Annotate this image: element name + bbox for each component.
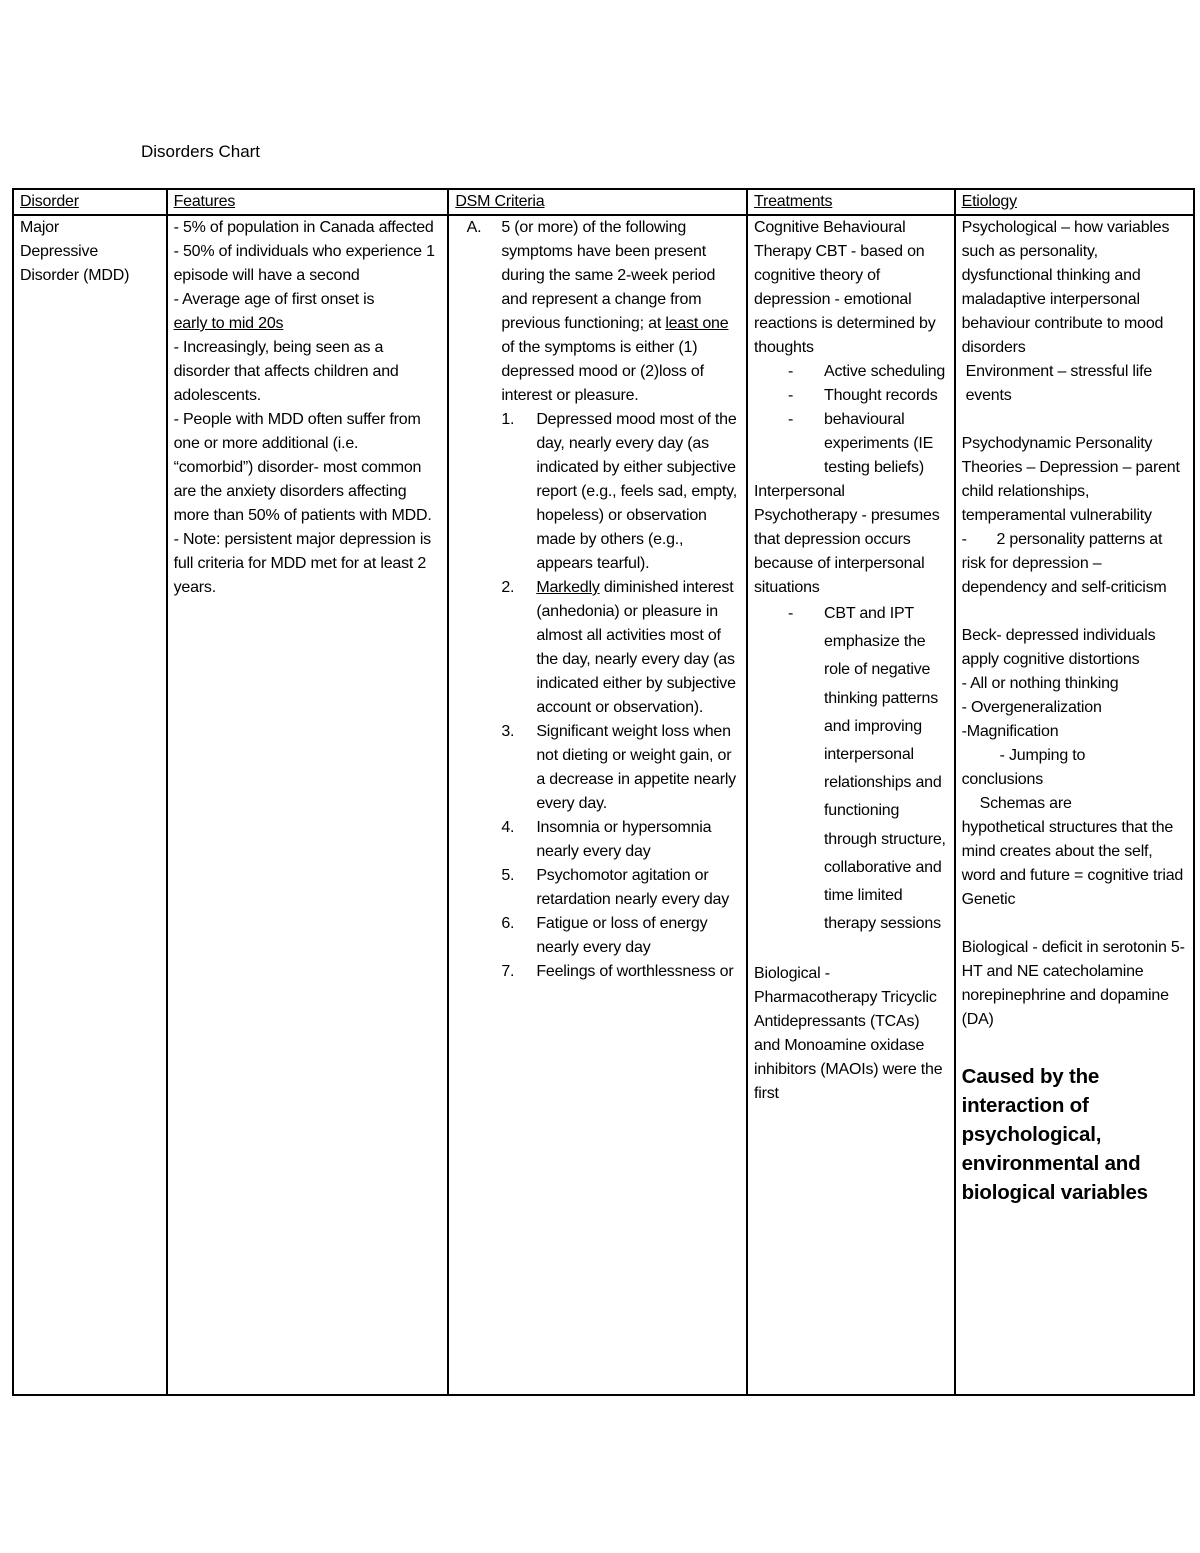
- disorder-name-line: Major: [20, 219, 60, 236]
- symptom-number: 4.: [501, 819, 515, 836]
- cell-dsm-criteria: [448, 215, 747, 1395]
- symptom-list: [501, 408, 740, 984]
- spacer: [962, 600, 1187, 624]
- feature-item: - Increasingly, being seen as a disorder that affects children and adolescents.: [173, 339, 399, 404]
- feature-item: - People with MDD often suffer from one or more additional (i.e. “comorbid”) disorder- most common are the anxiety disorders affecting more than 50% of patients with MDD.: [173, 411, 432, 524]
- etiology-genetic: Genetic: [961, 891, 1016, 908]
- symptom-text: Significant weight loss when not dieting or weight gain, or a decrease in appetite nearly every day.: [536, 723, 736, 812]
- schemas-text: hypothetical structures that the mind creates about the self, word and future = cognitive triad: [961, 819, 1184, 884]
- etiology-psychodynamic: Psychodynamic Personality Theories – Depression – parent child relationships, temperamental vulnerability: [961, 435, 1180, 524]
- cbt-description: Cognitive Behavioural Therapy CBT - based on cognitive theory of depression - emotional reactions is determined by thoughts: [754, 219, 936, 356]
- etiology-beck: Beck- depressed individuals apply cognitive distortions: [961, 627, 1156, 668]
- beck-distortion: - All or nothing thinking: [961, 675, 1119, 692]
- etiology-environment: Environment – stressful life events: [965, 363, 1153, 404]
- symptom-number: 5.: [501, 867, 515, 884]
- feature-onset-underlined: early to mid 20s: [173, 315, 284, 332]
- disorders-table: [12, 188, 1195, 1396]
- biological-treatment: Biological - Pharmacotherapy Tricyclic Antidepressants (TCAs) and Monoamine oxidase inhibitors (MAOIs) were the first: [754, 965, 943, 1103]
- cbt-techniques-list: [754, 360, 948, 480]
- etiology-psychological: Psychological – how variables such as personality, dysfunctional thinking and maladaptive interpersonal behaviour contribute to mood disorders: [961, 219, 1170, 356]
- feature-item: - Note: persistent major depression is full criteria for MDD met for at least 2 years.: [173, 531, 431, 596]
- symptom-text: Psychomotor agitation or retardation nearly every day: [536, 867, 730, 908]
- feature-item: - Average age of first onset is: [173, 291, 375, 308]
- etiology-personality: [962, 528, 1187, 600]
- disorder-name-line: Depressive: [20, 243, 99, 260]
- symptom-number: 7.: [501, 963, 515, 980]
- spacer: [962, 408, 1187, 432]
- disorder-name-line: Disorder (MDD): [20, 267, 130, 284]
- symptom-item: [501, 912, 740, 960]
- cell-features: [167, 215, 449, 1395]
- symptom-underlined: Markedly: [536, 579, 600, 596]
- criterion-a-text: 5 (or more) of the following symptoms have been present during the same 2-week period and represent a change from previous functioning; at: [501, 219, 716, 332]
- cell-disorder: [13, 215, 167, 1395]
- personality-dash: -: [961, 531, 967, 548]
- document-title: Disorders Chart: [141, 142, 261, 161]
- header-etiology: Etiology: [955, 189, 1194, 215]
- symptom-item: [501, 720, 740, 816]
- list-item: - Active scheduling: [824, 360, 948, 384]
- etiology-conclusion: Caused by the interaction of psychological, environmental and biological variables: [961, 1065, 1148, 1204]
- symptom-number: 1.: [501, 411, 515, 428]
- cell-etiology: [955, 215, 1194, 1395]
- beck-distortion: - Jumping to: [999, 747, 1086, 764]
- list-item: - Thought records: [824, 384, 948, 408]
- header-dsm-criteria: DSM Criteria: [448, 189, 747, 215]
- symptom-item: [501, 816, 740, 864]
- feature-item: - 5% of population in Canada affected: [173, 219, 434, 236]
- header-treatments: Treatments: [747, 189, 955, 215]
- spacer: [962, 1032, 1187, 1056]
- symptom-text: diminished interest (anhedonia) or pleasure in almost all activities most of the day, nearly every day (as indicated either by subjective account or observation).: [536, 579, 736, 716]
- beck-distortion: - Overgeneralization: [961, 699, 1102, 716]
- feature-item: - 50% of individuals who experience 1 episode will have a second: [173, 243, 435, 284]
- criterion-a-marker: A.: [466, 219, 482, 236]
- symptom-item: [501, 408, 740, 576]
- symptom-number: 2.: [501, 579, 515, 596]
- spacer: [962, 912, 1187, 936]
- ipt-description: Interpersonal Psychotherapy - presumes that depression occurs because of interpersonal situations: [754, 483, 940, 596]
- symptom-text: Insomnia or hypersomnia nearly every day: [536, 819, 712, 860]
- header-features: Features: [167, 189, 449, 215]
- beck-distortion-cont: conclusions: [961, 771, 1043, 788]
- table-row: [13, 215, 1194, 1395]
- table-header-row: [13, 189, 1194, 215]
- criteria-list: [455, 216, 740, 984]
- symptom-item: [501, 960, 740, 984]
- symptom-number: 3.: [501, 723, 515, 740]
- list-item: - behavioural experiments (IE testing beliefs): [824, 408, 948, 480]
- cell-treatments: [747, 215, 955, 1395]
- criterion-a: [466, 216, 740, 984]
- etiology-biological: Biological - deficit in serotonin 5-HT and NE catecholamine norepinephrine and dopamine (DA): [961, 939, 1185, 1028]
- beck-distortion: -Magnification: [961, 723, 1059, 740]
- list-item: - CBT and IPT emphasize the role of negative thinking patterns and improving interpersonal relationships and functioning through structure, collaborative and time limited therapy sessions: [824, 600, 948, 938]
- ipt-notes-list: [754, 600, 948, 938]
- header-disorder: Disorder: [13, 189, 167, 215]
- symptom-text: Feelings of worthlessness or: [536, 963, 734, 980]
- symptom-text: Fatigue or loss of energy nearly every day: [536, 915, 708, 956]
- personality-text: 2 personality patterns at risk for depression – dependency and self-criticism: [961, 531, 1167, 596]
- schemas-heading: Schemas are: [979, 795, 1072, 812]
- criterion-a-underlined: least one: [665, 315, 729, 332]
- spacer: [754, 938, 948, 962]
- symptom-number: 6.: [501, 915, 515, 932]
- symptom-item: [501, 576, 740, 720]
- symptom-text: Depressed mood most of the day, nearly every day (as indicated by either subjective report (e.g., feels sad, empty, hopeless) or observation made by others (e.g., appears tearful).: [536, 411, 738, 572]
- criterion-a-text-2: of the symptoms is either (1) depressed mood or (2)loss of interest or pleasure.: [501, 339, 704, 404]
- symptom-item: [501, 864, 740, 912]
